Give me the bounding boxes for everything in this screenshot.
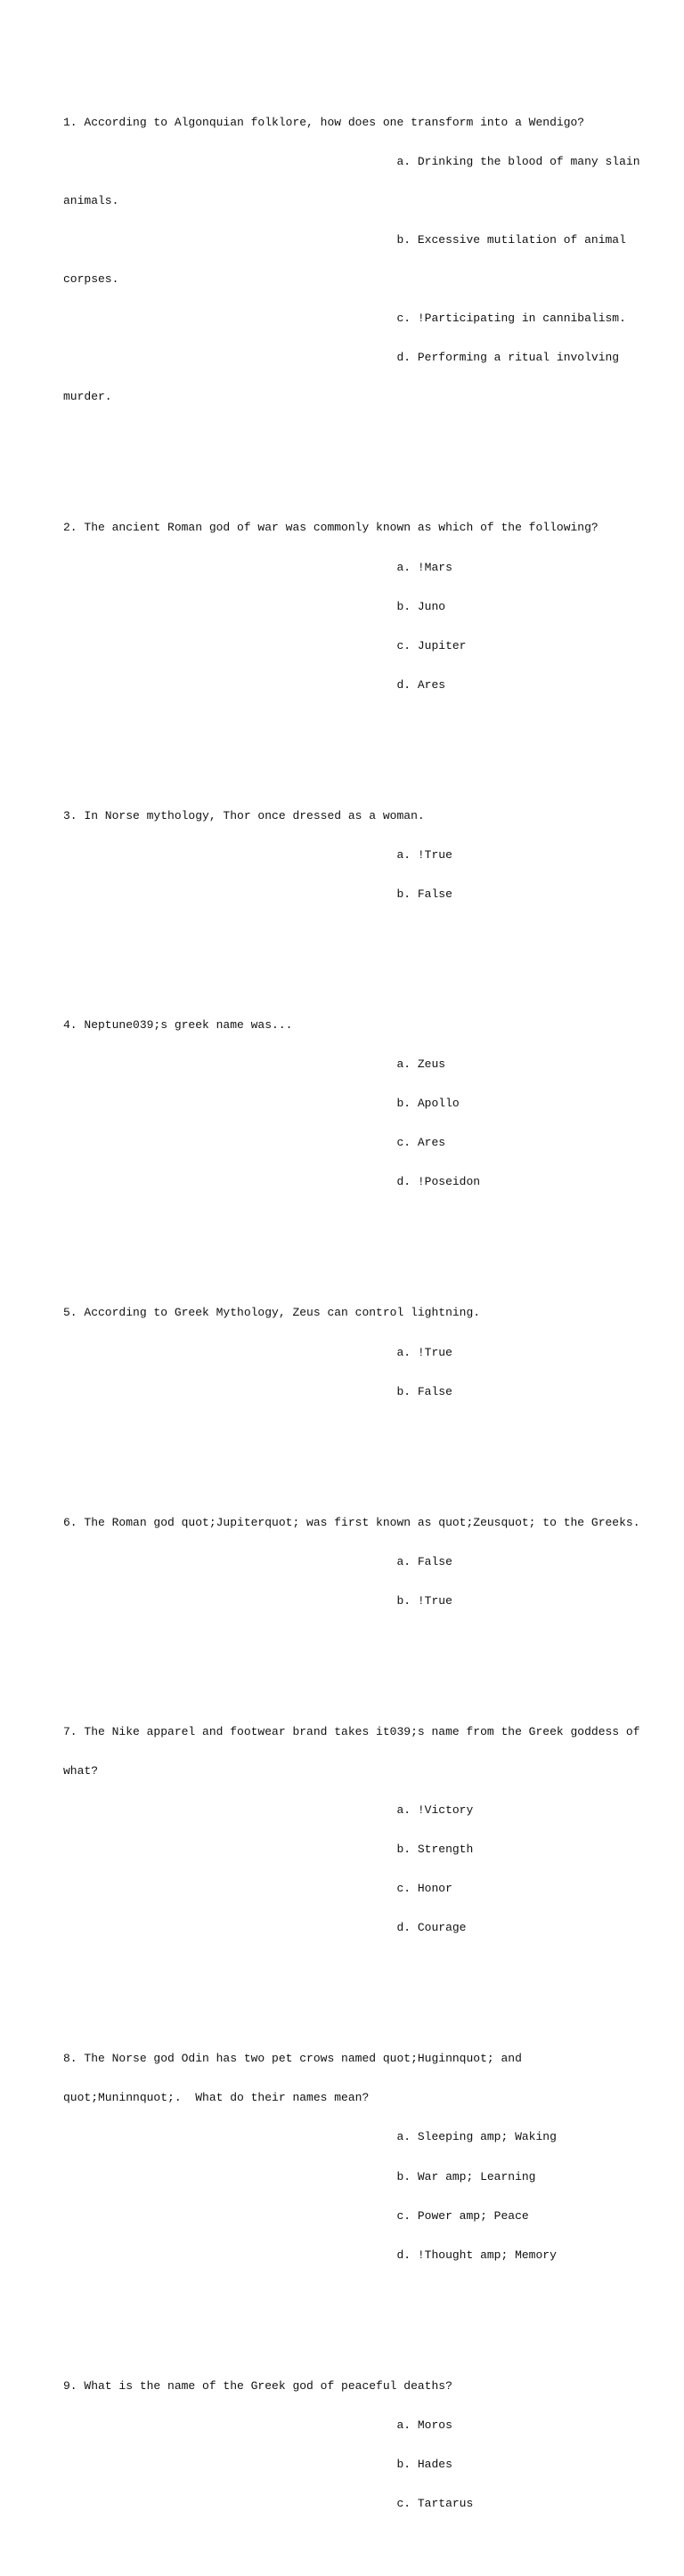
question-7-option-b: b. Strength xyxy=(63,1843,474,1857)
question-6-option-b: b. !True xyxy=(63,1593,452,1608)
question-5-option-b: b. False xyxy=(63,1384,452,1398)
question-block-3 xyxy=(63,783,624,928)
question-1-option-d-wrap: murder. xyxy=(63,390,112,404)
question-block-6 xyxy=(63,1490,640,1634)
quiz-document xyxy=(63,64,640,2576)
question-block-2 xyxy=(63,496,624,718)
question-1-option-b-wrap: corpses. xyxy=(63,272,119,287)
question-5-option-a: a. !True xyxy=(63,1345,452,1359)
question-7-option-c: c. Honor xyxy=(63,1882,452,1896)
question-9-text: 9. What is the name of the Greek god of peaceful deaths? xyxy=(63,2378,452,2393)
question-1-option-d: d. Performing a ritual involving xyxy=(63,351,620,365)
question-9-option-b: b. Hades xyxy=(63,2457,452,2471)
question-7-text-wrap: what? xyxy=(63,1763,99,1778)
question-1-option-a-wrap: animals. xyxy=(63,194,119,207)
question-1-option-a: a. Drinking the blood of many slain xyxy=(63,154,640,168)
question-1-option-b: b. Excessive mutilation of animal xyxy=(63,233,626,247)
question-9-option-c: c. Tartarus xyxy=(63,2497,474,2510)
question-6-option-a: a. False xyxy=(63,1554,452,1568)
question-block-1 xyxy=(63,90,640,430)
question-4-option-b: b. Apollo xyxy=(63,1097,460,1111)
question-block-8 xyxy=(63,2027,624,2288)
question-7-option-d: d. Courage xyxy=(63,1921,467,1935)
question-1-text: 1. According to Algonquian folklore, how does one transform into a Wendigo? xyxy=(63,115,585,129)
question-1-option-c: c. !Participating in cannibalism. xyxy=(63,312,626,326)
question-block-9 xyxy=(63,2353,624,2537)
question-4-option-d: d. !Poseidon xyxy=(63,1175,481,1189)
question-8-option-b: b. War amp; Learning xyxy=(63,2169,536,2183)
question-block-7 xyxy=(63,1699,640,1961)
question-2-text: 2. The ancient Roman god of war was commonly known as which of the following? xyxy=(63,521,598,535)
question-4-option-c: c. Ares xyxy=(63,1136,446,1150)
question-4-option-a: a. Zeus xyxy=(63,1057,446,1072)
question-3-option-b: b. False xyxy=(63,887,452,902)
question-2-option-c: c. Jupiter xyxy=(63,638,467,652)
question-4-text: 4. Neptune039;s greek name was... xyxy=(63,1018,293,1033)
question-8-text-wrap: quot;Muninnquot;. What do their names mean? xyxy=(63,2091,370,2105)
question-8-text: 8. The Norse god Odin has two pet crows named quot;Huginnquot; and xyxy=(63,2052,522,2066)
question-block-4 xyxy=(63,993,624,1216)
question-2-option-d: d. Ares xyxy=(63,677,446,692)
question-7-option-a: a. !Victory xyxy=(63,1802,474,1817)
question-3-option-a: a. !True xyxy=(63,847,452,862)
question-3-text: 3. In Norse mythology, Thor once dressed as a woman. xyxy=(63,808,425,822)
question-2-option-a: a. !Mars xyxy=(63,560,452,574)
question-5-text: 5. According to Greek Mythology, Zeus can control lightning. xyxy=(63,1306,481,1320)
question-8-option-a: a. Sleeping amp; Waking xyxy=(63,2130,557,2144)
question-9-option-a: a. Moros xyxy=(63,2418,452,2432)
question-7-text: 7. The Nike apparel and footwear brand takes it039;s name from the Greek goddess of xyxy=(63,1724,640,1738)
question-block-5 xyxy=(63,1281,624,1425)
question-6-text: 6. The Roman god quot;Jupiterquot; was first known as quot;Zeusquot; to the Greeks. xyxy=(63,1515,640,1529)
question-8-option-c: c. Power amp; Peace xyxy=(63,2208,529,2223)
question-2-option-b: b. Juno xyxy=(63,599,446,613)
question-8-option-d: d. !Thought amp; Memory xyxy=(63,2248,557,2262)
